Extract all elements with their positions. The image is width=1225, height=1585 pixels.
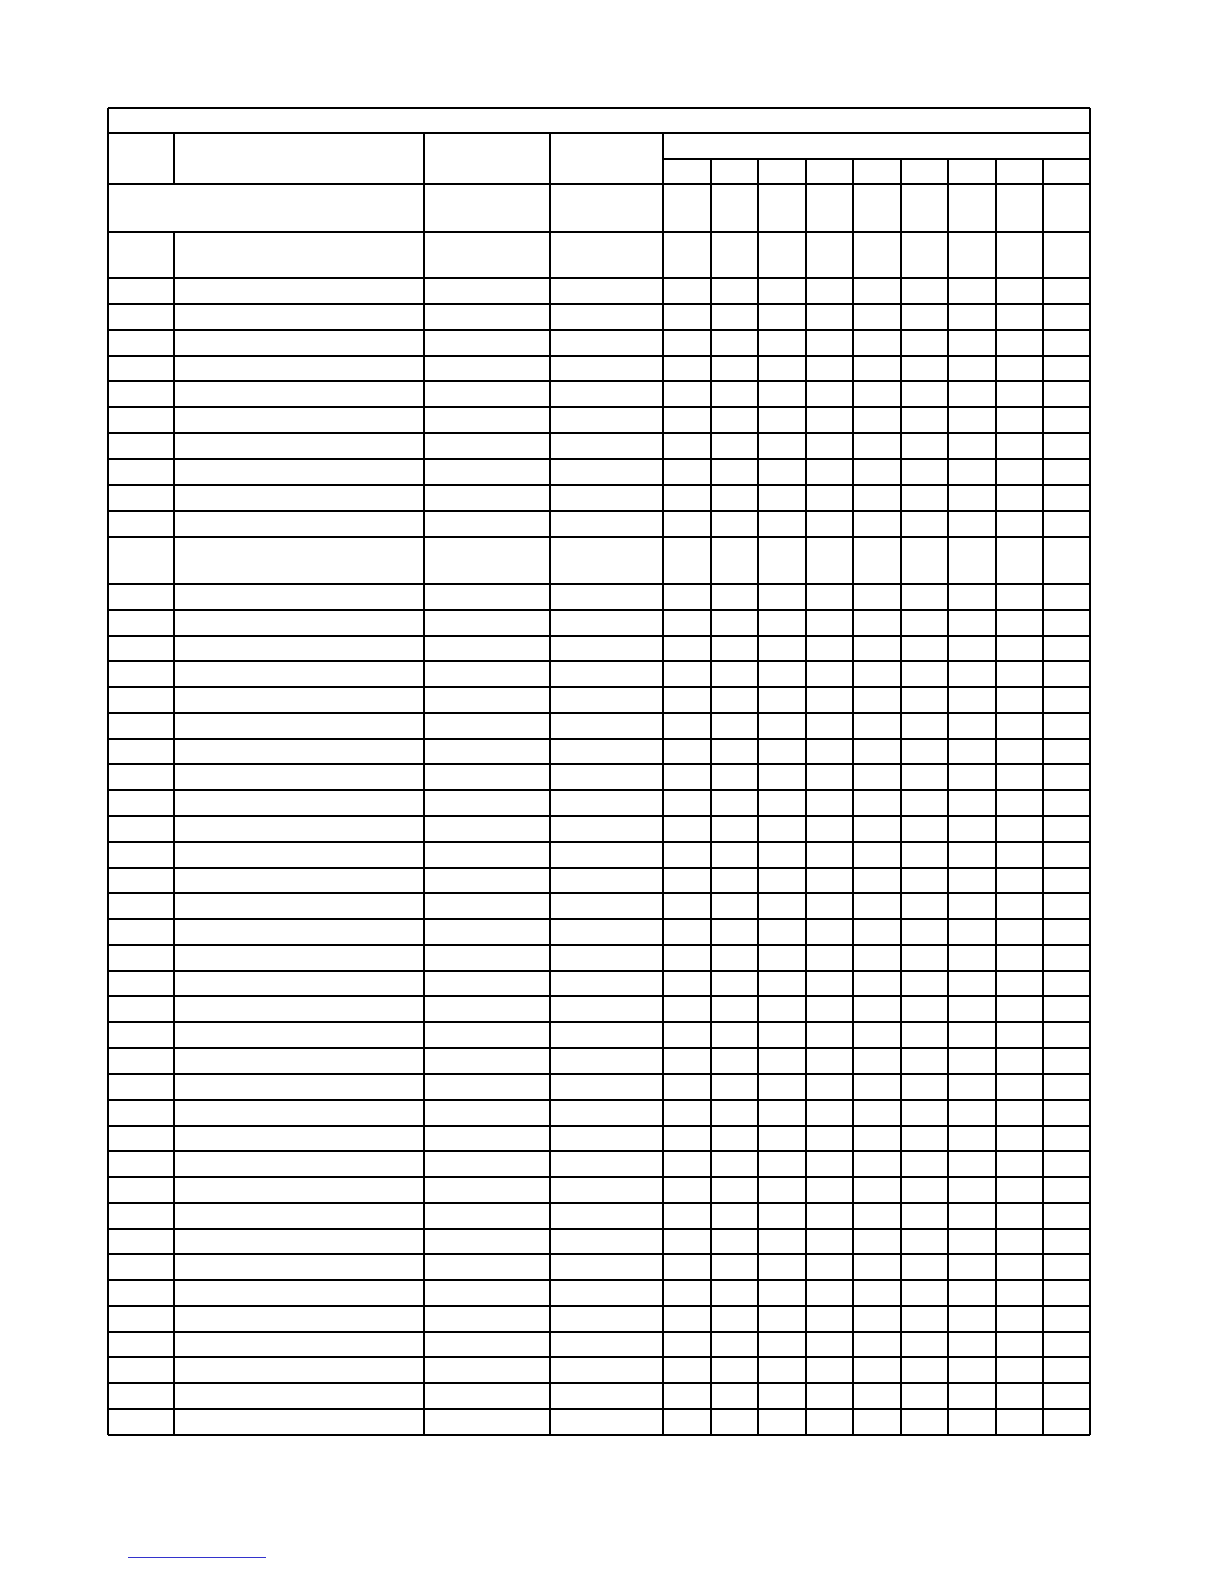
row-rules — [108, 108, 1090, 1435]
footer-link-underline[interactable] — [128, 1557, 266, 1558]
column-rules — [108, 108, 1090, 1435]
